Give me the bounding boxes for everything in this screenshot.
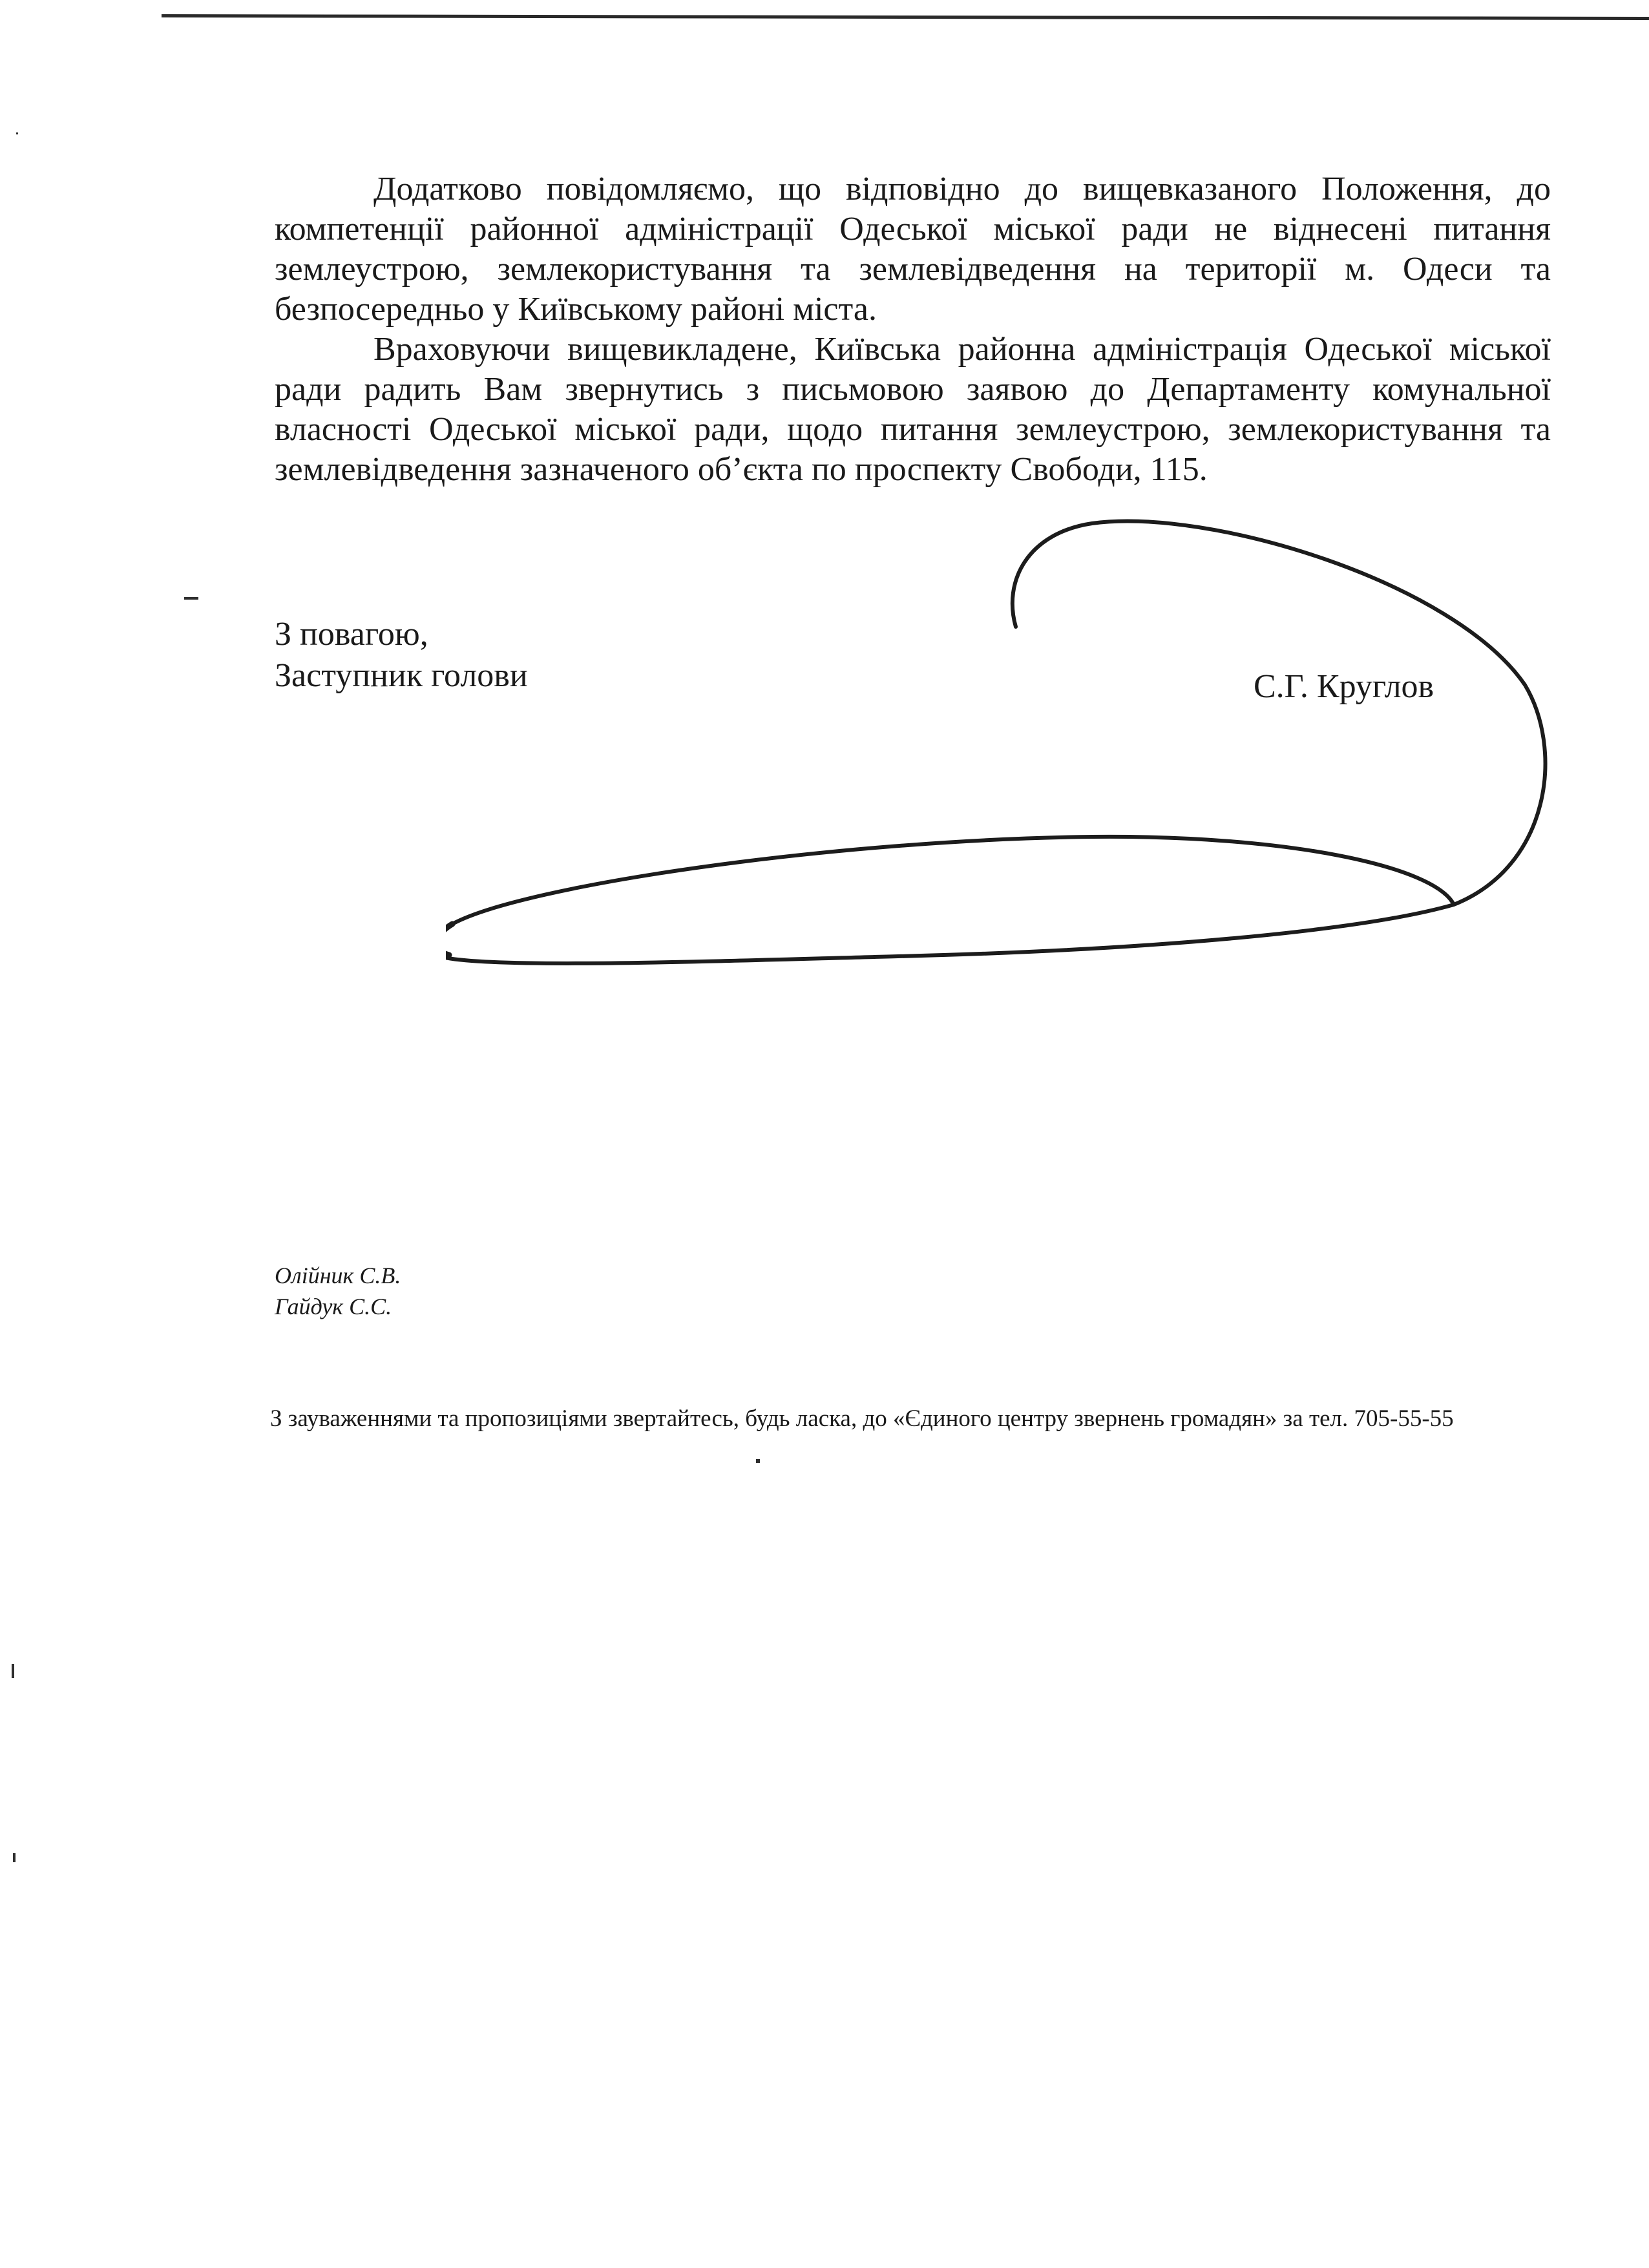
signature-stroke — [446, 521, 1545, 963]
scan-speck — [184, 597, 198, 600]
scan-speck — [12, 1664, 14, 1678]
footer-note: З зауваженнями та пропозиціями звертайтесь, будь ласка, до «Єдиного центру звернень громадян» за тел. 705-55-55 — [270, 1405, 1454, 1432]
closing-regards: З повагою, — [275, 616, 428, 653]
scan-speck — [756, 1459, 760, 1463]
executor-1: Олійник С.В. — [275, 1263, 401, 1288]
signature-hook — [446, 924, 452, 955]
scan-speck — [13, 1853, 16, 1862]
executors-block — [275, 1260, 401, 1322]
letter-body — [275, 169, 1551, 490]
paragraph-1: Додатково повідомляємо, що відповідно до вищевказаного Положення, до компетенції районної адміністрації Одеської міської ради не віднесені питання землеустрою, землекористування та землевідведення на території м. Одеси та безпосередньо у Київському районі міста. — [275, 171, 1551, 328]
scan-edge-line — [162, 14, 1649, 20]
scan-speck — [16, 132, 18, 134]
paragraph-2: Враховуючи вищевикладене, Київська районна адміністрація Одеської міської ради радить Вам звернутись з письмовою заявою до Департаменту комунальної власності Одеської міської ради, щодо питання землеустрою, землекористування та землевідведення зазначеного об’єкта по проспекту Свободи, 115. — [275, 331, 1551, 488]
handwritten-signature — [446, 504, 1557, 982]
closing-position: Заступник голови — [275, 657, 528, 694]
signer-name: С.Г. Круглов — [1254, 668, 1434, 705]
executor-2: Гайдук С.С. — [275, 1294, 392, 1319]
